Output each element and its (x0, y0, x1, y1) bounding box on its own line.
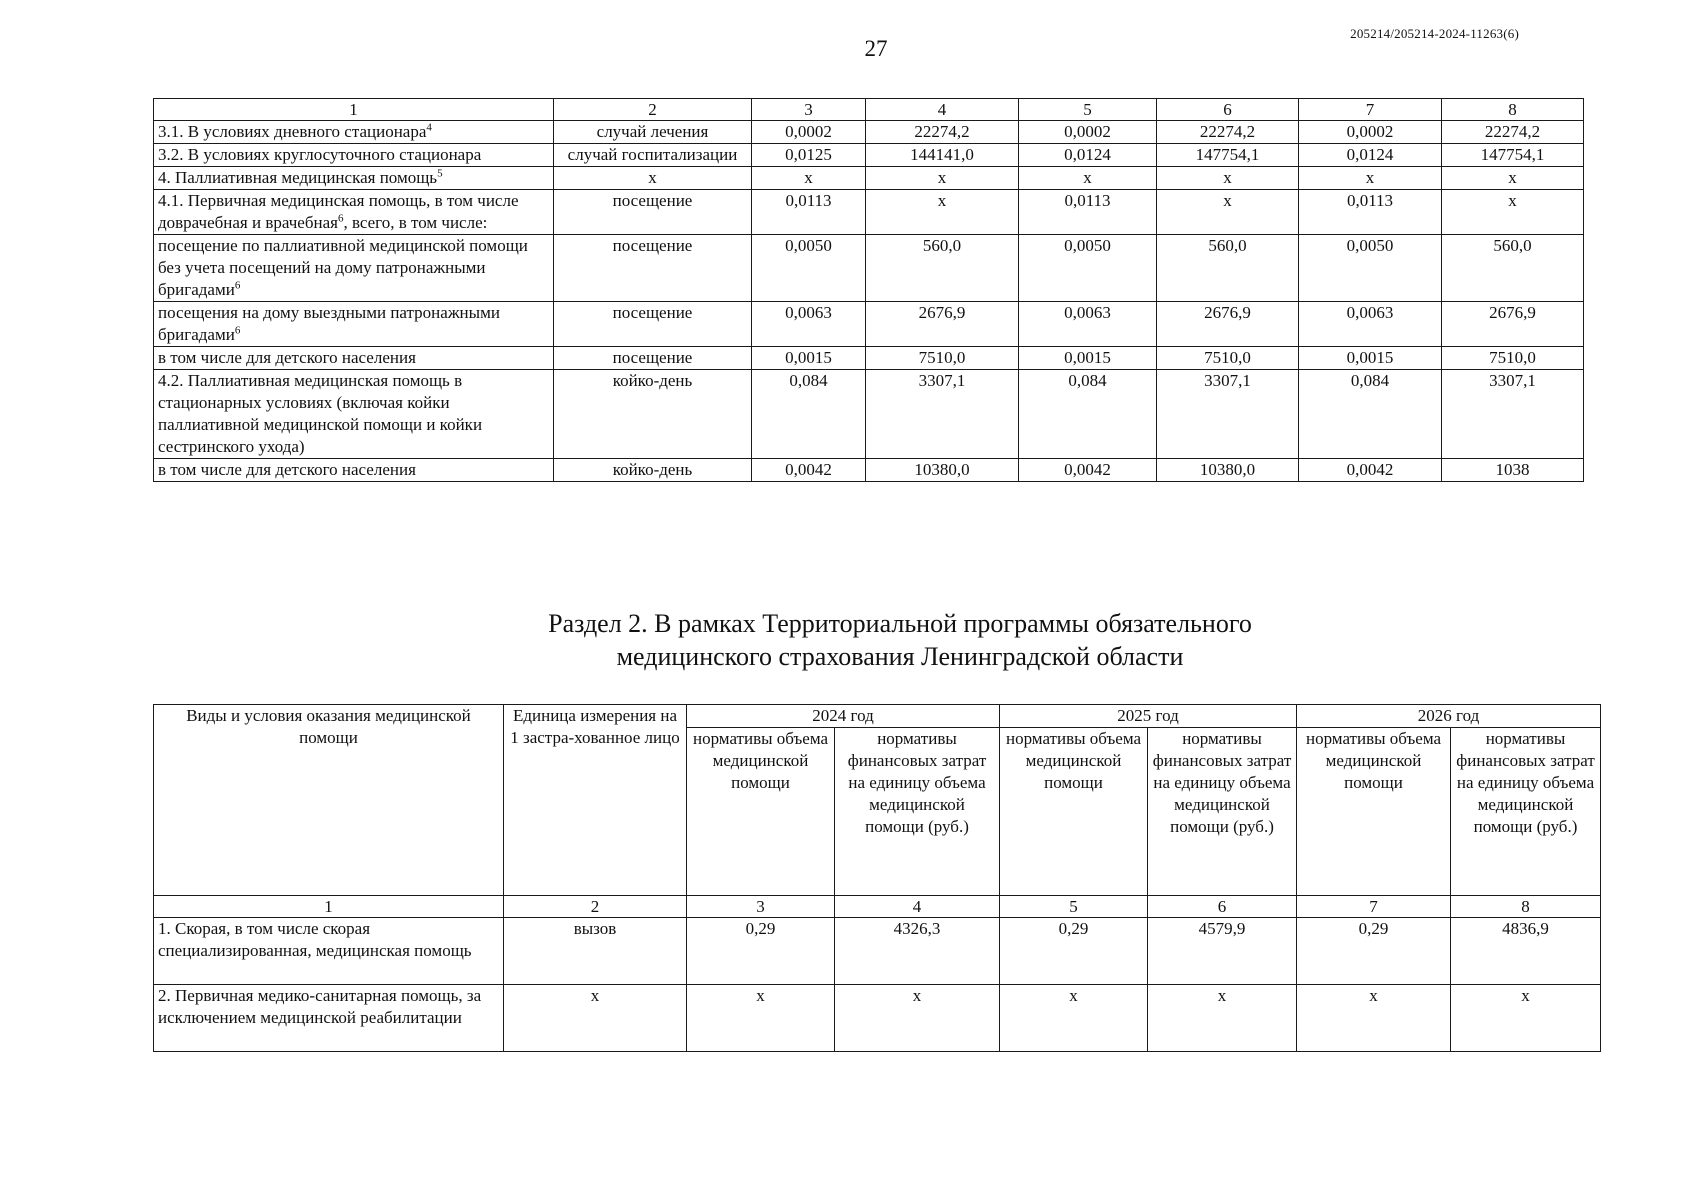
row-value: 0,0124 (1299, 144, 1442, 167)
row-value: 0,0042 (1019, 459, 1157, 482)
row-name: 1. Скорая, в том числе скорая специализированная, медицинская помощь (154, 918, 504, 985)
row-value: 7510,0 (1442, 347, 1584, 370)
row-unit: койко-день (554, 370, 752, 459)
row-value: 0,084 (1299, 370, 1442, 459)
header-year-2026: 2026 год (1297, 705, 1601, 728)
page-number: 27 (864, 36, 888, 61)
column-number: 5 (1000, 896, 1148, 918)
table-row (154, 459, 1584, 482)
row-name-tail: , всего, в том числе: (343, 213, 488, 232)
row-value: 0,0015 (1019, 347, 1157, 370)
row-unit: вызов (504, 918, 687, 985)
row-unit: посещение (554, 190, 752, 235)
row-value: 10380,0 (866, 459, 1019, 482)
row-name-text: в том числе для детского населения (158, 460, 416, 479)
row-value: 4579,9 (1148, 918, 1297, 985)
row-value: 2676,9 (1442, 302, 1584, 347)
header-year-2024: 2024 год (687, 705, 1000, 728)
row-value: х (1000, 985, 1148, 1052)
row-value: х (1148, 985, 1297, 1052)
table-section-1-continued (153, 98, 1584, 482)
table-section-2 (153, 704, 1601, 1052)
row-unit: х (504, 985, 687, 1052)
row-unit: посещение (554, 235, 752, 302)
row-value: 0,0124 (1019, 144, 1157, 167)
row-name-text: 4. Паллиативная медицинская помощь (158, 168, 438, 187)
table-row (154, 918, 1601, 985)
row-value: 0,0042 (752, 459, 866, 482)
row-unit: посещение (554, 302, 752, 347)
header-cost-2024: нормативы финансовых затрат на единицу объема медицинской помощи (руб.) (835, 728, 1000, 896)
footnote-marker: 6 (234, 324, 241, 337)
row-value: х (866, 190, 1019, 235)
column-number: 6 (1157, 99, 1299, 121)
header-cost-2025: нормативы финансовых затрат на единицу объема медицинской помощи (руб.) (1148, 728, 1297, 896)
row-value: 4836,9 (1451, 918, 1601, 985)
section-2-title-line-1: Раздел 2. В рамках Территориальной программы обязательного (548, 609, 1252, 638)
table-row (154, 302, 1584, 347)
row-value: 1038 (1442, 459, 1584, 482)
row-name (154, 459, 554, 482)
table-row (154, 121, 1584, 144)
column-number: 2 (554, 99, 752, 121)
header-volume-2025: нормативы объема медицинской помощи (1000, 728, 1148, 896)
header-year-2025: 2025 год (1000, 705, 1297, 728)
table-row (154, 985, 1601, 1052)
column-number: 3 (752, 99, 866, 121)
table-row (154, 370, 1584, 459)
column-number: 8 (1442, 99, 1584, 121)
row-value: х (1157, 167, 1299, 190)
footnote-marker: 4 (426, 121, 432, 134)
row-value: х (835, 985, 1000, 1052)
row-value: 0,0050 (752, 235, 866, 302)
row-name-text: 3.2. В условиях круглосуточного стационара (158, 145, 482, 164)
header-cost-2026: нормативы финансовых затрат на единицу объема медицинской помощи (руб.) (1451, 728, 1601, 896)
row-value: 0,0015 (1299, 347, 1442, 370)
table-row (154, 190, 1584, 235)
table-row (154, 167, 1584, 190)
row-value: х (1019, 167, 1157, 190)
row-value: 0,0002 (1019, 121, 1157, 144)
row-value: 22274,2 (1157, 121, 1299, 144)
column-number: 4 (866, 99, 1019, 121)
row-value: 0,0113 (1019, 190, 1157, 235)
footnote-marker: 6 (234, 279, 241, 292)
row-value: 10380,0 (1157, 459, 1299, 482)
row-value: 7510,0 (866, 347, 1019, 370)
row-name-text: в том числе для детского населения (158, 348, 416, 367)
table1-column-numbers (154, 99, 1584, 121)
row-value: 0,29 (1297, 918, 1451, 985)
row-value: 0,0002 (1299, 121, 1442, 144)
row-name-text: 3.1. В условиях дневного стационара (158, 122, 427, 141)
row-value: 147754,1 (1157, 144, 1299, 167)
row-name (154, 190, 554, 235)
row-unit: койко-день (554, 459, 752, 482)
row-value: 0,0063 (1019, 302, 1157, 347)
row-name-text: 4.1. Первичная медицинская помощь, в том числе доврачебная и врачебная (158, 191, 519, 232)
row-value: 0,0113 (752, 190, 866, 235)
row-value: 22274,2 (866, 121, 1019, 144)
header-volume-2024: нормативы объема медицинской помощи (687, 728, 835, 896)
row-value: 0,0042 (1299, 459, 1442, 482)
row-value: х (1157, 190, 1299, 235)
table-row (154, 235, 1584, 302)
row-value: 0,0063 (752, 302, 866, 347)
row-name (154, 370, 554, 459)
row-value: х (687, 985, 835, 1052)
row-value: 22274,2 (1442, 121, 1584, 144)
header-volume-2026: нормативы объема медицинской помощи (1297, 728, 1451, 896)
row-value: 0,0125 (752, 144, 866, 167)
row-name-text: посещение по паллиативной медицинской помощи без учета посещений на дому патронажными бригадами (158, 236, 528, 299)
row-value: х (1442, 190, 1584, 235)
column-number: 7 (1297, 896, 1451, 918)
row-value: х (1297, 985, 1451, 1052)
row-name-text: посещения на дому выездными патронажными бригадами (158, 303, 500, 344)
footnote-marker: 6 (337, 212, 344, 225)
column-number: 2 (504, 896, 687, 918)
header-unit: Единица измерения на 1 застра-хованное лицо (504, 705, 687, 896)
footnote-marker: 5 (437, 167, 443, 180)
row-value: 0,0050 (1019, 235, 1157, 302)
column-number: 8 (1451, 896, 1601, 918)
row-value: 0,0113 (1299, 190, 1442, 235)
row-name (154, 302, 554, 347)
row-value: 0,084 (752, 370, 866, 459)
row-value: 7510,0 (1157, 347, 1299, 370)
row-value: х (752, 167, 866, 190)
row-value: 147754,1 (1442, 144, 1584, 167)
row-name: 2. Первичная медико-санитарная помощь, за исключением медицинской реабилитации (154, 985, 504, 1052)
row-value: 560,0 (1442, 235, 1584, 302)
row-unit: посещение (554, 347, 752, 370)
document-code: 205214/205214-2024-11263(6) (1350, 26, 1519, 41)
row-value: 0,0050 (1299, 235, 1442, 302)
row-name (154, 144, 554, 167)
row-value: 3307,1 (866, 370, 1019, 459)
row-name (154, 347, 554, 370)
row-value: х (866, 167, 1019, 190)
row-value: 3307,1 (1157, 370, 1299, 459)
row-name-text: 4.2. Паллиативная медицинская помощь в стационарных условиях (включая койки паллиативной медицинской помощи и койки сестринского ухода) (158, 371, 483, 456)
column-number: 6 (1148, 896, 1297, 918)
column-number: 3 (687, 896, 835, 918)
row-value: 2676,9 (866, 302, 1019, 347)
row-value: 0,084 (1019, 370, 1157, 459)
row-value: 3307,1 (1442, 370, 1584, 459)
row-value: 560,0 (1157, 235, 1299, 302)
column-number: 4 (835, 896, 1000, 918)
row-value: 4326,3 (835, 918, 1000, 985)
row-value: 0,29 (1000, 918, 1148, 985)
section-2-title-line-2: медицинского страхования Ленинградской области (616, 642, 1184, 671)
row-value: х (1299, 167, 1442, 190)
column-number: 1 (154, 896, 504, 918)
table2-header-row-1 (154, 705, 1601, 728)
row-value: 144141,0 (866, 144, 1019, 167)
table2-column-numbers (154, 896, 1601, 918)
table-row (154, 347, 1584, 370)
header-kinds-conditions: Виды и условия оказания медицинской помощи (154, 705, 504, 896)
row-value: х (1442, 167, 1584, 190)
row-name (154, 167, 554, 190)
row-unit: случай лечения (554, 121, 752, 144)
column-number: 5 (1019, 99, 1157, 121)
row-value: 0,29 (687, 918, 835, 985)
column-number: 1 (154, 99, 554, 121)
row-value: 560,0 (866, 235, 1019, 302)
row-value: 0,0063 (1299, 302, 1442, 347)
row-unit: случай госпитализации (554, 144, 752, 167)
row-value: 2676,9 (1157, 302, 1299, 347)
row-name (154, 235, 554, 302)
table-row (154, 144, 1584, 167)
row-value: х (1451, 985, 1601, 1052)
row-value: 0,0002 (752, 121, 866, 144)
section-2-title (400, 607, 1400, 673)
row-name (154, 121, 554, 144)
column-number: 7 (1299, 99, 1442, 121)
row-value: 0,0015 (752, 347, 866, 370)
row-unit: х (554, 167, 752, 190)
